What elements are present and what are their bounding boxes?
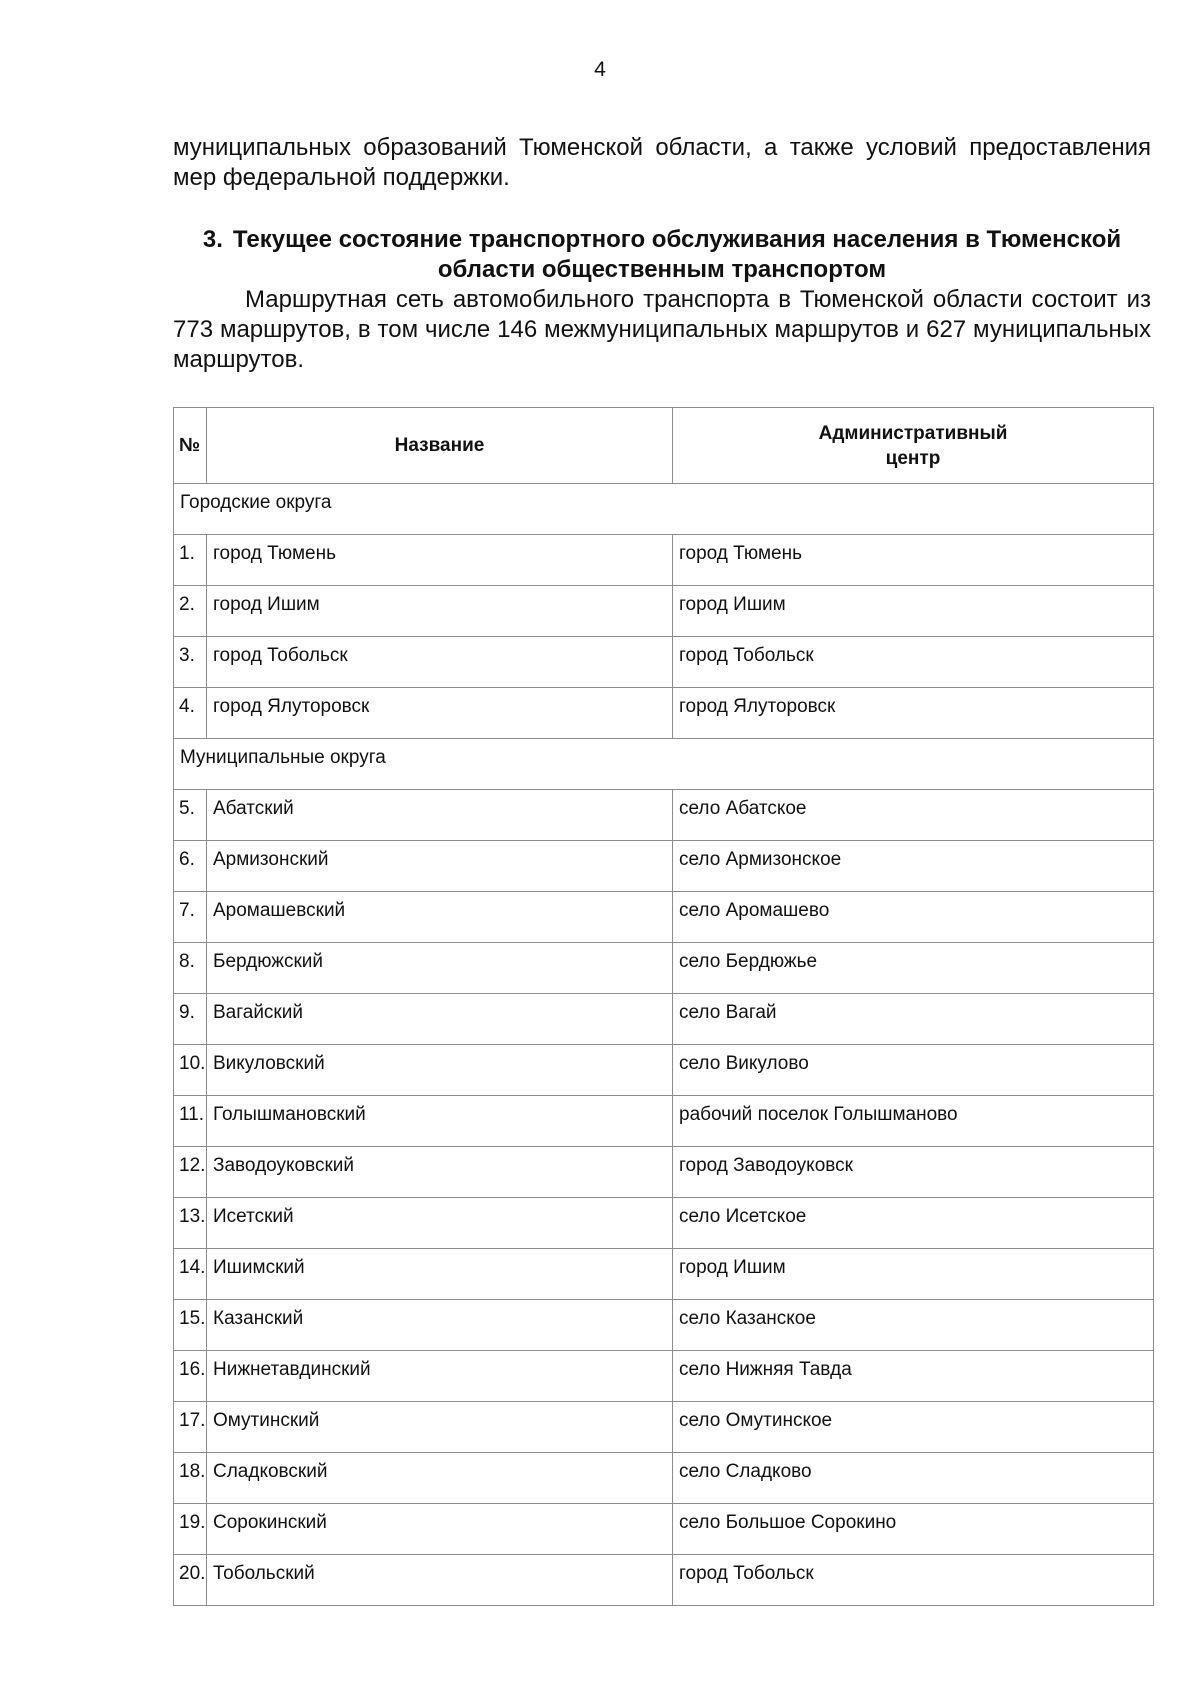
group-label: Муниципальные округа — [174, 739, 1154, 790]
row-number: 13. — [174, 1198, 207, 1249]
header-center — [673, 408, 1154, 484]
row-name: Армизонский — [207, 841, 673, 892]
continuation-paragraph: муниципальных образований Тюменской области, а также условий предоставления мер федеральной поддержки. — [173, 134, 1151, 191]
row-center: село Нижняя Тавда — [673, 1351, 1154, 1402]
intro-paragraph: Маршрутная сеть автомобильного транспорта в Тюменской области состоит из 773 маршрутов, в том числе 146 межмуниципальных маршрутов и 627 муниципальных маршрутов. — [173, 286, 1151, 373]
row-name: Нижнетавдинский — [207, 1351, 673, 1402]
row-number: 8. — [174, 943, 207, 994]
row-name: Вагайский — [207, 994, 673, 1045]
row-center: город Ялуторовск — [673, 688, 1154, 739]
table-row — [174, 1096, 1154, 1147]
table-body — [174, 484, 1154, 1606]
row-number: 17. — [174, 1402, 207, 1453]
table-row — [174, 535, 1154, 586]
row-number: 14. — [174, 1249, 207, 1300]
row-center: село Большое Сорокино — [673, 1504, 1154, 1555]
row-center: село Аромашево — [673, 892, 1154, 943]
row-center: село Казанское — [673, 1300, 1154, 1351]
table-row — [174, 1402, 1154, 1453]
row-center: село Абатское — [673, 790, 1154, 841]
table-row — [174, 1045, 1154, 1096]
row-center: село Вагай — [673, 994, 1154, 1045]
row-center: село Армизонское — [673, 841, 1154, 892]
table-row — [174, 790, 1154, 841]
table-row — [174, 892, 1154, 943]
row-number: 11. — [174, 1096, 207, 1147]
regions-table — [173, 407, 1154, 1606]
row-number: 19. — [174, 1504, 207, 1555]
row-number: 16. — [174, 1351, 207, 1402]
row-name: город Тобольск — [207, 637, 673, 688]
row-name: Исетский — [207, 1198, 673, 1249]
row-number: 1. — [174, 535, 207, 586]
table-row — [174, 994, 1154, 1045]
section-heading — [173, 225, 1151, 285]
table-row — [174, 1198, 1154, 1249]
row-number: 15. — [174, 1300, 207, 1351]
row-center: город Ишим — [673, 586, 1154, 637]
row-name: Аромашевский — [207, 892, 673, 943]
row-center: город Тюмень — [673, 535, 1154, 586]
section-number: 3. — [202, 226, 223, 253]
table-row — [174, 841, 1154, 892]
row-center: город Тобольск — [673, 637, 1154, 688]
row-name: город Ишим — [207, 586, 673, 637]
row-number: 6. — [174, 841, 207, 892]
table-group-row — [174, 739, 1154, 790]
row-center: село Исетское — [673, 1198, 1154, 1249]
row-name: Омутинский — [207, 1402, 673, 1453]
page-number: 4 — [594, 58, 606, 81]
row-center: село Омутинское — [673, 1402, 1154, 1453]
row-name: Бердюжский — [207, 943, 673, 994]
table-row — [174, 586, 1154, 637]
row-number: 2. — [174, 586, 207, 637]
row-center: город Заводоуковск — [673, 1147, 1154, 1198]
row-name: Ишимский — [207, 1249, 673, 1300]
row-number: 7. — [174, 892, 207, 943]
row-number: 4. — [174, 688, 207, 739]
row-name: Сладковский — [207, 1453, 673, 1504]
row-center: село Викулово — [673, 1045, 1154, 1096]
row-center: город Тобольск — [673, 1555, 1154, 1606]
row-name: Голышмановский — [207, 1096, 673, 1147]
table-row — [174, 1453, 1154, 1504]
row-number: 9. — [174, 994, 207, 1045]
row-center: село Сладково — [673, 1453, 1154, 1504]
table-header-row — [174, 408, 1154, 484]
row-number: 20. — [174, 1555, 207, 1606]
row-center: город Ишим — [673, 1249, 1154, 1300]
table-row — [174, 1249, 1154, 1300]
row-center: село Бердюжье — [673, 943, 1154, 994]
row-name: город Ялуторовск — [207, 688, 673, 739]
table-row — [174, 1504, 1154, 1555]
header-center-line1: Административный — [818, 422, 1008, 444]
table-row — [174, 1351, 1154, 1402]
group-label: Городские округа — [174, 484, 1154, 535]
table-row — [174, 943, 1154, 994]
table-row — [174, 1300, 1154, 1351]
row-name: Викуловский — [207, 1045, 673, 1096]
row-center: рабочий поселок Голышманово — [673, 1096, 1154, 1147]
row-number: 5. — [174, 790, 207, 841]
table-row — [174, 637, 1154, 688]
row-number: 10. — [174, 1045, 207, 1096]
table-row — [174, 1555, 1154, 1606]
row-name: Заводоуковский — [207, 1147, 673, 1198]
section-title: Текущее состояние транспортного обслуживания населения в Тюменской области общественным транспортом — [232, 226, 1122, 283]
row-number: 18. — [174, 1453, 207, 1504]
row-name: Тобольский — [207, 1555, 673, 1606]
row-number: 12. — [174, 1147, 207, 1198]
header-num: № — [174, 408, 207, 484]
table-group-row — [174, 484, 1154, 535]
row-name: Казанский — [207, 1300, 673, 1351]
header-name: Название — [207, 408, 673, 484]
row-name: город Тюмень — [207, 535, 673, 586]
row-name: Сорокинский — [207, 1504, 673, 1555]
table-row — [174, 1147, 1154, 1198]
header-center-line2: центр — [885, 447, 941, 469]
row-number: 3. — [174, 637, 207, 688]
row-name: Абатский — [207, 790, 673, 841]
table-row — [174, 688, 1154, 739]
